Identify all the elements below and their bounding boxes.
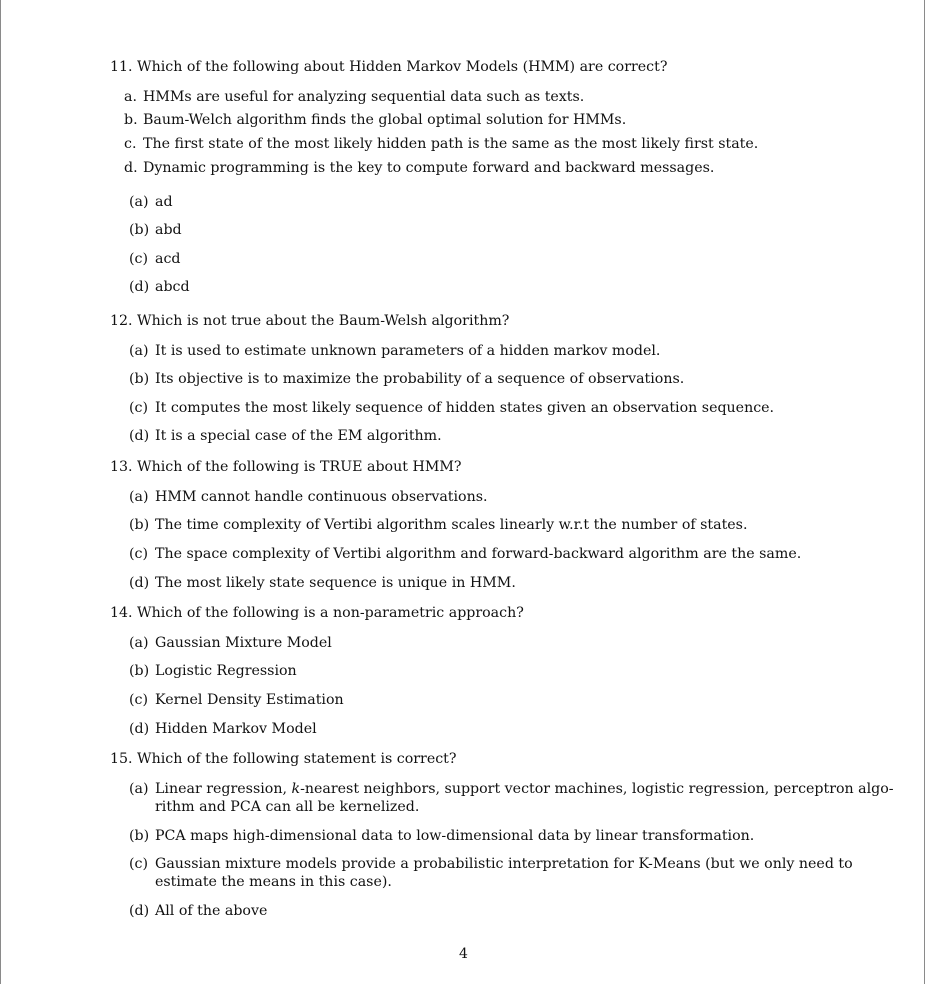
option-label: (c) <box>129 546 149 562</box>
option-b <box>129 221 182 239</box>
statement-b <box>124 111 626 129</box>
option-label: (c) <box>129 692 149 708</box>
option-text: abd <box>155 222 182 238</box>
question-number: 14. <box>110 605 133 621</box>
statement-text: Baum-Welch algorithm finds the global optimal solution for HMMs. <box>143 112 627 128</box>
option-a <box>129 780 894 798</box>
question-12 <box>110 312 509 330</box>
question-number: 12. <box>110 313 133 329</box>
option-text: Logistic Regression <box>155 663 297 679</box>
option-c <box>129 691 344 709</box>
option-text: Gaussian mixture models provide a probabilistic interpretation for K-Means (but we only need to <box>155 856 853 872</box>
option-label: (b) <box>129 517 150 533</box>
statement-text: Dynamic programming is the key to compute forward and backward messages. <box>143 160 715 176</box>
option-d <box>129 902 267 920</box>
option-text: Gaussian Mixture Model <box>155 635 332 651</box>
option-text: It is a special case of the EM algorithm. <box>155 428 442 444</box>
option-c <box>129 855 853 873</box>
statement-label: d. <box>124 160 138 176</box>
question-11 <box>110 58 667 76</box>
page-left-edge <box>0 0 1 984</box>
question-text: Which of the following is TRUE about HMM? <box>137 459 462 475</box>
option-a <box>129 193 173 211</box>
question-text: Which of the following about Hidden Markov Models (HMM) are correct? <box>137 59 668 75</box>
option-label: (c) <box>129 251 149 267</box>
option-label: (d) <box>129 721 150 737</box>
question-14 <box>110 604 524 622</box>
option-text: The time complexity of Vertibi algorithm scales linearly w.r.t the number of states. <box>155 517 748 533</box>
option-label: (b) <box>129 371 150 387</box>
option-d <box>129 278 190 296</box>
question-number: 13. <box>110 459 133 475</box>
question-15 <box>110 750 456 768</box>
option-label: (d) <box>129 428 150 444</box>
option-text: The space complexity of Vertibi algorithm and forward-backward algorithm are the same. <box>155 546 802 562</box>
statement-c <box>124 135 758 153</box>
option-b <box>129 516 747 534</box>
option-c <box>129 399 774 417</box>
option-text-pre: Linear regression, <box>155 781 292 797</box>
option-label: (a) <box>129 343 149 359</box>
option-label: (a) <box>129 781 149 797</box>
option-label: (d) <box>129 903 150 919</box>
statement-text: HMMs are useful for analyzing sequential data such as texts. <box>143 89 585 105</box>
option-label: (a) <box>129 635 149 651</box>
option-text: All of the above <box>155 903 268 919</box>
option-label: (b) <box>129 828 150 844</box>
option-d <box>129 574 516 592</box>
option-text: acd <box>155 251 181 267</box>
option-a <box>129 488 488 506</box>
statement-label: a. <box>124 89 137 105</box>
question-number: 11. <box>110 59 133 75</box>
option-text: Kernel Density Estimation <box>155 692 344 708</box>
statement-text: The first state of the most likely hidden path is the same as the most likely first state. <box>143 136 759 152</box>
option-b <box>129 370 684 388</box>
option-label: (b) <box>129 663 150 679</box>
option-label: (a) <box>129 489 149 505</box>
option-text: ad <box>155 194 173 210</box>
option-c <box>129 250 181 268</box>
question-text: Which of the following is a non-parametric approach? <box>137 605 524 621</box>
option-a-continuation: rithm and PCA can all be kernelized. <box>155 799 420 815</box>
statement-label: b. <box>124 112 138 128</box>
option-text: abcd <box>155 279 190 295</box>
option-label: (d) <box>129 279 150 295</box>
option-d <box>129 427 442 445</box>
page-right-edge <box>924 0 925 984</box>
option-a <box>129 634 332 652</box>
option-label: (c) <box>129 400 149 416</box>
question-13 <box>110 458 461 476</box>
statement-label: c. <box>124 136 137 152</box>
option-d <box>129 720 317 738</box>
option-label: (b) <box>129 222 150 238</box>
question-number: 15. <box>110 751 133 767</box>
option-text: PCA maps high-dimensional data to low-dimensional data by linear transformation. <box>155 828 755 844</box>
option-text: It computes the most likely sequence of hidden states given an observation sequence. <box>155 400 775 416</box>
statement-a <box>124 88 584 106</box>
option-text: HMM cannot handle continuous observations. <box>155 489 488 505</box>
option-text-post: -nearest neighbors, support vector machines, logistic regression, perceptron algo- <box>300 781 894 797</box>
option-label: (d) <box>129 575 150 591</box>
option-text: It is used to estimate unknown parameters of a hidden markov model. <box>155 343 661 359</box>
option-c-continuation: estimate the means in this case). <box>155 874 392 890</box>
question-text: Which of the following statement is correct? <box>137 751 457 767</box>
option-b <box>129 662 297 680</box>
option-c <box>129 545 801 563</box>
option-text: The most likely state sequence is unique in HMM. <box>155 575 516 591</box>
option-text: Its objective is to maximize the probability of a sequence of observations. <box>155 371 685 387</box>
option-label: (a) <box>129 194 149 210</box>
option-a <box>129 342 660 360</box>
option-label: (c) <box>129 856 149 872</box>
option-b <box>129 827 754 845</box>
page-number: 4 <box>459 946 468 962</box>
option-text-variable: k <box>291 781 301 797</box>
option-text: Hidden Markov Model <box>155 721 317 737</box>
statement-d <box>124 159 714 177</box>
question-text: Which is not true about the Baum-Welsh algorithm? <box>137 313 510 329</box>
